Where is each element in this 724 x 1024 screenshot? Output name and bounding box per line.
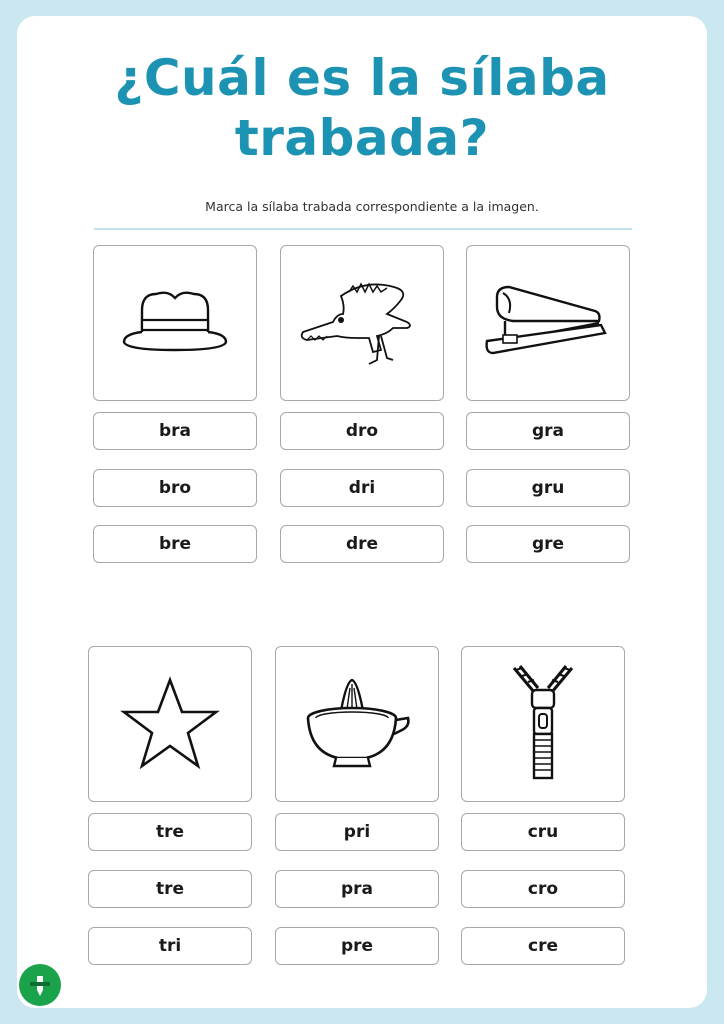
brand-logo <box>19 964 61 1006</box>
hat-icon <box>120 288 230 358</box>
instruction-text: Marca la sílaba trabada correspondiente a la imagen. <box>205 199 539 214</box>
option-star-2[interactable]: tre <box>88 870 252 908</box>
option-juicer-3[interactable]: pre <box>275 927 439 965</box>
option-crocodile-2[interactable]: dri <box>280 469 444 507</box>
option-juicer-1[interactable]: pri <box>275 813 439 851</box>
option-stapler-2[interactable]: gru <box>466 469 630 507</box>
image-card-juicer <box>275 646 439 802</box>
crocodile-icon <box>297 278 427 368</box>
option-hat-1[interactable]: bra <box>93 412 257 450</box>
option-hat-2[interactable]: bro <box>93 469 257 507</box>
option-zipper-3[interactable]: cre <box>461 927 625 965</box>
option-zipper-1[interactable]: cru <box>461 813 625 851</box>
option-star-1[interactable]: tre <box>88 813 252 851</box>
option-star-3[interactable]: tri <box>88 927 252 965</box>
option-crocodile-1[interactable]: dro <box>280 412 444 450</box>
image-card-hat <box>93 245 257 401</box>
title-line-1: ¿Cuál es la sílaba <box>114 49 610 107</box>
option-juicer-2[interactable]: pra <box>275 870 439 908</box>
image-card-crocodile <box>280 245 444 401</box>
star-icon <box>120 676 220 772</box>
option-crocodile-3[interactable]: dre <box>280 525 444 563</box>
image-card-stapler <box>466 245 630 401</box>
image-card-zipper <box>461 646 625 802</box>
stapler-icon <box>483 283 613 363</box>
pencil-logo-icon <box>27 972 53 998</box>
title-line-2: trabada? <box>234 109 490 167</box>
image-card-star <box>88 646 252 802</box>
zipper-icon <box>508 664 578 784</box>
option-stapler-1[interactable]: gra <box>466 412 630 450</box>
juicer-icon <box>302 676 412 772</box>
option-stapler-3[interactable]: gre <box>466 525 630 563</box>
page-title <box>0 48 724 168</box>
divider <box>94 228 632 230</box>
option-hat-3[interactable]: bre <box>93 525 257 563</box>
option-zipper-2[interactable]: cro <box>461 870 625 908</box>
